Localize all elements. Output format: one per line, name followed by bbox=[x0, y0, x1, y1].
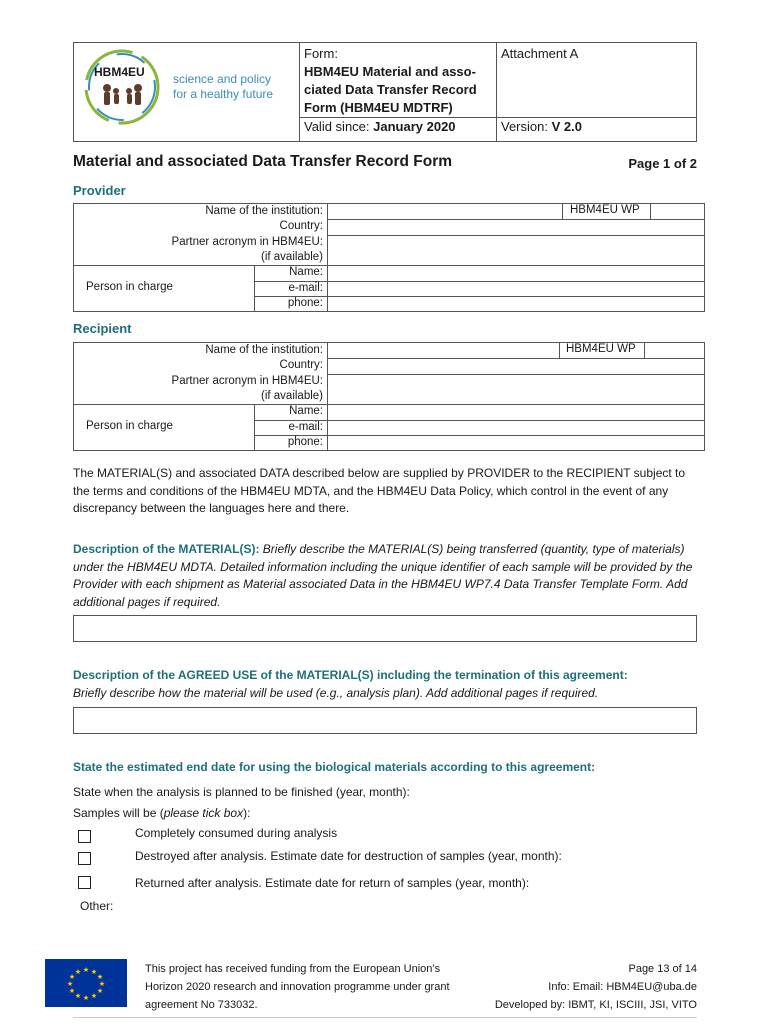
logo-tagline-2: for a healthy future bbox=[173, 87, 274, 101]
divider bbox=[559, 343, 560, 358]
recipient-acronym-field[interactable] bbox=[332, 375, 702, 403]
consumed-checkbox[interactable] bbox=[78, 830, 91, 843]
agreed-use-section bbox=[73, 667, 697, 702]
provider-person-label: Person in charge bbox=[86, 281, 173, 293]
logo-cell bbox=[74, 43, 300, 141]
footer-page-number: Page 13 of 14 bbox=[628, 963, 697, 975]
version: Version: V 2.0 bbox=[501, 119, 582, 134]
svg-text:★: ★ bbox=[96, 987, 104, 995]
material-description bbox=[73, 541, 697, 611]
recipient-wp-label: HBM4EU WP bbox=[566, 343, 636, 355]
recipient-email-field[interactable] bbox=[332, 421, 702, 434]
eu-flag-icon bbox=[45, 959, 127, 1007]
svg-text:★: ★ bbox=[90, 968, 98, 976]
logo-tagline-1: science and policy bbox=[173, 72, 272, 86]
agreed-use-text: Briefly describe how the material will be used (e.g., analysis plan). Add additional pages if required. bbox=[73, 685, 599, 700]
provider-wp-label: HBM4EU WP bbox=[570, 204, 640, 216]
header-divider bbox=[299, 117, 696, 118]
svg-text:★: ★ bbox=[96, 973, 104, 981]
recipient-table bbox=[73, 342, 705, 451]
logo-brand: HBM4EU bbox=[94, 65, 145, 79]
end-date-heading: State the estimated end date for using the biological materials according to this agreement: bbox=[73, 760, 596, 774]
provider-email-field[interactable] bbox=[332, 282, 702, 295]
divider bbox=[644, 343, 645, 358]
provider-phone-field[interactable] bbox=[332, 297, 702, 311]
divider bbox=[254, 265, 255, 312]
funding-statement: This project has received funding from the European Union’s Horizon 2020 research and innovation programme under grant agreement No 733032. bbox=[145, 963, 450, 1011]
svg-text:★: ★ bbox=[68, 987, 76, 995]
recipient-institution-field[interactable] bbox=[332, 344, 556, 357]
svg-text:★: ★ bbox=[66, 980, 74, 988]
provider-phone-label: phone: bbox=[287, 297, 323, 309]
form-title-line-3: Form (HBM4EU MDTRF) bbox=[304, 100, 453, 115]
option-returned: Returned after analysis. Estimate date for return of samples (year, month): bbox=[135, 876, 530, 890]
provider-acronym-note: (if available) bbox=[261, 251, 323, 263]
recipient-acronym-label: Partner acronym in HBM4EU: bbox=[171, 375, 323, 387]
provider-country-label: Country: bbox=[279, 220, 323, 232]
provider-name-field[interactable] bbox=[332, 266, 702, 280]
provider-wp-field[interactable] bbox=[654, 205, 702, 218]
recipient-acronym-note: (if available) bbox=[261, 390, 323, 402]
svg-text:★: ★ bbox=[82, 994, 90, 1002]
provider-institution-label: Name of the institution: bbox=[205, 205, 323, 217]
material-input-box[interactable] bbox=[73, 615, 697, 642]
provider-email-label: e-mail: bbox=[288, 282, 323, 294]
provider-acronym-field[interactable] bbox=[332, 236, 702, 264]
analysis-end-line: State when the analysis is planned to be finished (year, month): bbox=[73, 785, 410, 799]
recipient-country-label: Country: bbox=[279, 359, 323, 371]
provider-table bbox=[73, 203, 705, 312]
recipient-name-field[interactable] bbox=[332, 405, 702, 419]
form-label: Form: bbox=[304, 46, 338, 61]
svg-text:★: ★ bbox=[90, 992, 98, 1000]
attachment-label: Attachment A bbox=[501, 46, 579, 61]
destroyed-checkbox[interactable] bbox=[78, 852, 91, 865]
divider bbox=[254, 404, 255, 451]
material-heading: Description of the MATERIAL(S): bbox=[73, 542, 260, 556]
samples-line: Samples will be (please tick box): bbox=[73, 806, 251, 820]
recipient-person-label: Person in charge bbox=[86, 420, 173, 432]
provider-heading: Provider bbox=[73, 183, 126, 198]
footer-email: Info: Email: HBM4EU@uba.de bbox=[548, 981, 697, 993]
returned-checkbox[interactable] bbox=[78, 876, 91, 889]
page-number: Page 1 of 2 bbox=[628, 156, 697, 171]
footer-divider bbox=[73, 1017, 697, 1018]
form-cell bbox=[299, 43, 497, 141]
footer-info bbox=[495, 960, 697, 1014]
divider bbox=[562, 204, 563, 219]
page-title: Material and associated Data Transfer Record Form bbox=[73, 153, 453, 170]
intro-paragraph: The MATERIAL(S) and associated DATA described below are supplied by PROVIDER to the RECIPIENT subject to the terms and conditions of the HBM4EU MDTA, and the HBM4EU Data Policy, which control in the event of any discrepancy between the languages here and there. bbox=[73, 466, 686, 515]
recipient-phone-field[interactable] bbox=[332, 436, 702, 450]
svg-text:★: ★ bbox=[74, 968, 82, 976]
recipient-wp-field[interactable] bbox=[648, 344, 702, 357]
provider-institution-field[interactable] bbox=[332, 205, 558, 218]
valid-since: Valid since: January 2020 bbox=[304, 119, 456, 134]
agreed-use-input-box[interactable] bbox=[73, 707, 697, 734]
provider-acronym-label: Partner acronym in HBM4EU: bbox=[171, 236, 323, 248]
recipient-name-label: Name: bbox=[289, 405, 323, 417]
provider-country-field[interactable] bbox=[332, 220, 702, 234]
option-destroyed: Destroyed after analysis. Estimate date for destruction of samples (year, month): bbox=[135, 849, 562, 863]
svg-text:★: ★ bbox=[68, 973, 76, 981]
provider-name-label: Name: bbox=[289, 266, 323, 278]
other-label: Other: bbox=[80, 899, 114, 913]
form-title-line-2: ciated Data Transfer Record bbox=[304, 82, 477, 97]
recipient-institution-label: Name of the institution: bbox=[205, 344, 323, 356]
recipient-phone-label: phone: bbox=[287, 436, 323, 448]
recipient-email-label: e-mail: bbox=[288, 421, 323, 433]
svg-text:★: ★ bbox=[98, 980, 106, 988]
hbm4eu-logo bbox=[74, 43, 299, 141]
form-title-line-1: HBM4EU Material and asso- bbox=[304, 64, 476, 79]
recipient-country-field[interactable] bbox=[332, 359, 702, 373]
divider bbox=[650, 204, 651, 219]
footer-developed-by: Developed by: IBMT, KI, ISCIII, JSI, VITO bbox=[494, 999, 697, 1011]
svg-text:★: ★ bbox=[82, 966, 90, 974]
header-table bbox=[73, 42, 697, 142]
attachment-cell bbox=[496, 43, 696, 141]
agreed-use-heading: Description of the AGREED USE of the MATERIAL(S) including the termination of this agreement: bbox=[73, 668, 628, 682]
recipient-heading: Recipient bbox=[73, 321, 132, 336]
svg-text:★: ★ bbox=[74, 992, 82, 1000]
material-text: Briefly describe the MATERIAL(S) being transferred (quantity, type of materials) under the HBM4EU MDTA. Detailed information including the unique identifier of each sample will be provided by the Provider with each shipment as Material associated Data in the HBM4EU WP7.4 Data Transfer Template Form. Add additional pages if required. bbox=[73, 542, 693, 609]
option-consumed: Completely consumed during analysis bbox=[135, 826, 338, 840]
